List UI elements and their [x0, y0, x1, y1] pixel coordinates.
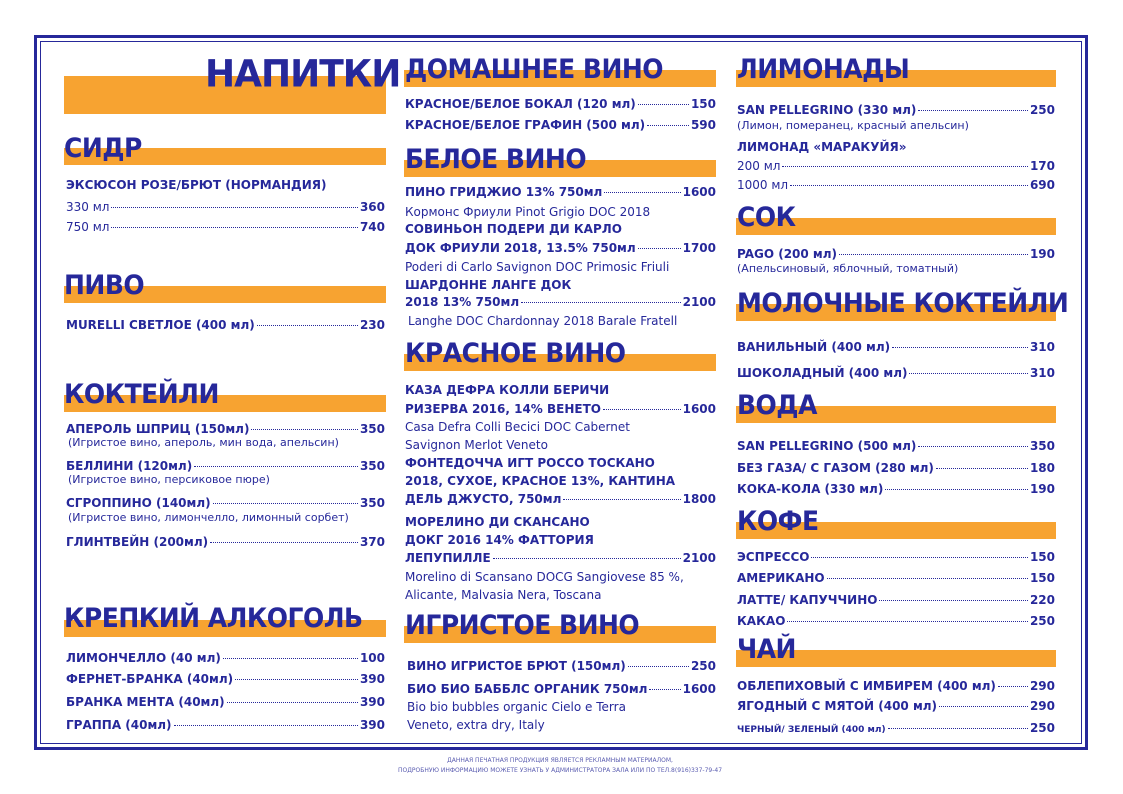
- item-name: БРАНКА МЕНТА (40мл): [66, 695, 225, 709]
- item-price: 310: [1029, 366, 1055, 380]
- menu-row: [407, 681, 716, 697]
- item-name: ЛИМОНЧЕЛЛО (40 мл): [66, 651, 221, 665]
- menu-row: [66, 694, 385, 710]
- item-name: СГРОППИНО (140мл): [66, 496, 211, 510]
- menu-row: [737, 246, 1055, 262]
- item-name: БИО БИО БАББЛС ОРГАНИК 750мл: [407, 682, 648, 696]
- item-price: 190: [1029, 247, 1055, 261]
- item-price: 310: [1029, 340, 1055, 354]
- cocktails-heading: КОКТЕЙЛИ: [64, 378, 219, 410]
- item-price: 1700: [682, 241, 716, 255]
- dot-leader: [638, 248, 681, 249]
- menu-row: [737, 481, 1055, 497]
- dot-leader: [918, 110, 1028, 111]
- item-price: 150: [1029, 550, 1055, 564]
- item-name-line: ШАРДОННЕ ЛАНГЕ ДОК: [405, 278, 572, 292]
- juice-heading: СОК: [737, 201, 796, 233]
- item-name: ДОК ФРИУЛИ 2018, 13.5% 750мл: [405, 241, 636, 255]
- item-name: SAN PELLEGRINO (330 мл): [737, 103, 917, 117]
- dot-leader: [210, 542, 358, 543]
- item-name: ФЕРНЕТ-БРАНКА (40мл): [66, 672, 234, 686]
- dot-leader: [174, 725, 358, 726]
- sparkling-heading: ИГРИСТОЕ ВИНО: [405, 609, 640, 641]
- item-name: БЕЛЛИНИ (120мл): [66, 459, 193, 473]
- menu-row: [737, 365, 1055, 381]
- item-name-line: ЛИМОНАД «МАРАКУЙЯ»: [737, 140, 907, 154]
- dot-leader: [257, 325, 358, 326]
- menu-row: [737, 339, 1055, 355]
- menu-row: [737, 570, 1055, 586]
- menu-row: [737, 592, 1055, 608]
- item-price: 1600: [682, 402, 716, 416]
- menu-row: [405, 117, 716, 133]
- item-description: Langhe DOC Chardonnay 2018 Barale Fratell: [408, 314, 678, 328]
- menu-row: [737, 613, 1055, 629]
- dot-leader: [998, 686, 1028, 687]
- item-name: ВИНО ИГРИСТОЕ БРЮТ (150мл): [407, 659, 626, 673]
- item-price: 390: [359, 718, 385, 732]
- item-description: Poderi di Carlo Savignon DOC Primosic Friuli: [405, 260, 670, 274]
- item-name-line: СОВИНЬОН ПОДЕРИ ДИ КАРЛО: [405, 222, 622, 236]
- item-description: Alicante, Malvasia Nera, Toscana: [405, 588, 602, 602]
- dot-leader: [827, 578, 1028, 579]
- item-name: ЧЕРНЫЙ/ ЗЕЛЕНЫЙ (400 мл): [737, 725, 886, 735]
- dot-leader: [563, 499, 680, 500]
- item-description: Veneto, extra dry, Italy: [407, 718, 545, 732]
- dot-leader: [885, 489, 1028, 490]
- item-name-line: КАЗА ДЕФРА КОЛЛИ БЕРИЧИ: [405, 383, 610, 397]
- white-wine-heading: БЕЛОЕ ВИНО: [405, 143, 587, 175]
- menu-row: [405, 184, 716, 200]
- item-name: 330 мл: [66, 200, 110, 214]
- page-title: НАПИТКИ: [205, 52, 401, 96]
- menu-row: [737, 460, 1055, 476]
- dot-leader: [604, 192, 680, 193]
- footer-line-2: ПОДРОБНУЮ ИНФОРМАЦИЮ МОЖЕТЕ УЗНАТЬ У АДМИНИСТРАТОРА ЗАЛА ИЛИ ПО ТЕЛ.8(916)337-79-47: [397, 767, 723, 774]
- dot-leader: [888, 728, 1028, 729]
- menu-row: [66, 219, 385, 235]
- dot-leader: [638, 104, 689, 105]
- menu-row: [737, 720, 1055, 738]
- item-price: 170: [1029, 159, 1055, 173]
- dot-leader: [213, 503, 358, 504]
- menu-row: [66, 534, 385, 550]
- item-name: ШОКОЛАДНЫЙ (400 мл): [737, 366, 908, 380]
- item-name-line: ФОНТЕДОЧЧА ИГТ РОССО ТОСКАНО: [405, 456, 655, 470]
- menu-row: [66, 199, 385, 215]
- item-description: (Апельсиновый, яблочный, томатный): [737, 262, 959, 275]
- menu-row: [66, 317, 385, 333]
- dot-leader: [493, 558, 681, 559]
- item-description: Savignon Merlot Veneto: [405, 438, 548, 452]
- dot-leader: [647, 125, 689, 126]
- dot-leader: [782, 166, 1027, 167]
- red-wine-heading: КРАСНОЕ ВИНО: [405, 337, 626, 369]
- menu-row: [737, 698, 1055, 714]
- footer-line-1: ДАННАЯ ПЕЧАТНАЯ ПРОДУКЦИЯ ЯВЛЯЕТСЯ РЕКЛАМНЫМ МАТЕРИАЛОМ,: [447, 757, 673, 764]
- dot-leader: [603, 409, 681, 410]
- dot-leader: [251, 429, 357, 430]
- milkshakes-heading: МОЛОЧНЫЕ КОКТЕЙЛИ: [737, 287, 1069, 319]
- menu-row: [66, 650, 385, 666]
- item-name: КАКАО: [737, 614, 786, 628]
- spirits-heading: КРЕПКИЙ АЛКОГОЛЬ: [64, 602, 363, 634]
- item-price: 1600: [682, 682, 716, 696]
- item-name: АМЕРИКАНО: [737, 571, 825, 585]
- menu-row: [405, 240, 716, 256]
- item-description: (Игристое вино, персиковое пюре): [68, 473, 270, 486]
- dot-leader: [628, 666, 689, 667]
- item-name: PAGO (200 мл): [737, 247, 838, 261]
- item-name: ГРАППА (40мл): [66, 718, 172, 732]
- item-price: 390: [359, 672, 385, 686]
- item-description: Bio bio bubbles organic Cielo e Terra: [407, 700, 626, 714]
- item-name: ЯГОДНЫЙ С МЯТОЙ (400 мл): [737, 699, 938, 713]
- item-name: ЛАТТЕ/ КАПУЧЧИНО: [737, 593, 878, 607]
- item-price: 250: [1029, 614, 1055, 628]
- dot-leader: [909, 373, 1027, 374]
- item-price: 350: [359, 459, 385, 473]
- dot-leader: [521, 302, 680, 303]
- dot-leader: [111, 227, 357, 228]
- menu-row: [66, 717, 385, 733]
- item-price: 290: [1029, 699, 1055, 713]
- water-heading: ВОДА: [737, 389, 817, 421]
- dot-leader: [879, 600, 1027, 601]
- item-name: КРАСНОЕ/БЕЛОЕ ГРАФИН (500 мл): [405, 118, 646, 132]
- item-price: 150: [690, 97, 716, 111]
- item-name-line: МОРЕЛИНО ДИ СКАНСАНО: [405, 515, 590, 529]
- dot-leader: [223, 658, 358, 659]
- item-price: 180: [1029, 461, 1055, 475]
- item-description: (Лимон, померанец, красный апельсин): [737, 119, 969, 132]
- menu-row: [737, 158, 1055, 174]
- item-price: 100: [359, 651, 385, 665]
- item-name: ОБЛЕПИХОВЫЙ С ИМБИРЕМ (400 мл): [737, 679, 996, 693]
- item-price: 250: [690, 659, 716, 673]
- menu-row: [405, 294, 716, 310]
- item-price: 360: [359, 200, 385, 214]
- house-wine-heading: ДОМАШНЕЕ ВИНО: [405, 53, 664, 85]
- cider-heading: СИДР: [64, 132, 142, 164]
- beer-heading: ПИВО: [64, 269, 145, 301]
- item-price: 350: [1029, 439, 1055, 453]
- menu-row: [405, 550, 716, 566]
- item-name: КОКА-КОЛА (330 мл): [737, 482, 884, 496]
- dot-leader: [936, 468, 1028, 469]
- item-price: 1600: [682, 185, 716, 199]
- menu-row: [405, 491, 716, 507]
- menu-row: [405, 401, 716, 417]
- item-name: ВАНИЛЬНЫЙ (400 мл): [737, 340, 891, 354]
- item-price: 230: [359, 318, 385, 332]
- dot-leader: [918, 446, 1028, 447]
- dot-leader: [194, 466, 358, 467]
- item-name: MURELLI СВЕТЛОЕ (400 мл): [66, 318, 255, 332]
- dot-leader: [235, 679, 358, 680]
- menu-row: [66, 495, 385, 511]
- item-name: ЛЕПУПИЛЛЕ: [405, 551, 491, 565]
- item-price: 370: [359, 535, 385, 549]
- menu-row: [737, 438, 1055, 454]
- dot-leader: [939, 706, 1028, 707]
- dot-leader: [787, 621, 1028, 622]
- item-description: Кормонс Фриули Pinot Grigio DOC 2018: [405, 205, 651, 219]
- lemonades-heading: ЛИМОНАДЫ: [737, 53, 910, 85]
- item-price: 350: [359, 496, 385, 510]
- item-name-line: ДОКГ 2016 14% ФАТТОРИЯ: [405, 533, 594, 547]
- menu-row: [737, 549, 1055, 565]
- item-price: 250: [1029, 103, 1055, 117]
- item-price: 250: [1029, 721, 1055, 735]
- item-price: 220: [1029, 593, 1055, 607]
- cider-item-name: ЭКСЮСОН РОЗЕ/БРЮТ (НОРМАНДИЯ): [66, 178, 327, 192]
- item-name: ГЛИНТВЕЙН (200мл): [66, 535, 209, 549]
- item-name: 2018 13% 750мл: [405, 295, 520, 309]
- item-name-line: 2018, СУХОЕ, КРАСНОЕ 13%, КАНТИНА: [405, 474, 676, 488]
- coffee-heading: КОФЕ: [737, 505, 819, 537]
- menu-row: [407, 658, 716, 674]
- menu-row: [405, 96, 716, 112]
- item-price: 2100: [682, 295, 716, 309]
- dot-leader: [839, 254, 1028, 255]
- item-description: (Игристое вино, лимончелло, лимонный сорбет): [68, 511, 349, 524]
- item-description: Morelino di Scansano DOCG Sangiovese 85 %,: [405, 570, 684, 584]
- item-name: КРАСНОЕ/БЕЛОЕ БОКАЛ (120 мл): [405, 97, 636, 111]
- dot-leader: [811, 557, 1027, 558]
- item-name: ПИНО ГРИДЖИО 13% 750мл: [405, 185, 603, 199]
- item-price: 690: [1029, 178, 1055, 192]
- menu-row: [66, 671, 385, 687]
- dot-leader: [892, 347, 1028, 348]
- menu-row: [737, 102, 1055, 118]
- item-name: АПЕРОЛЬ ШПРИЦ (150мл): [66, 422, 250, 436]
- item-name: РИЗЕРВА 2016, 14% ВЕНЕТО: [405, 402, 601, 416]
- item-price: 190: [1029, 482, 1055, 496]
- item-description: (Игристое вино, апероль, мин вода, апельсин): [68, 436, 339, 449]
- item-name: 1000 мл: [737, 178, 789, 192]
- item-name: ДЕЛЬ ДЖУСТО, 750мл: [405, 492, 562, 506]
- menu-row: [737, 177, 1055, 193]
- item-name: ЭСПРЕССО: [737, 550, 810, 564]
- item-name: 750 мл: [66, 220, 110, 234]
- item-price: 350: [359, 422, 385, 436]
- item-price: 740: [359, 220, 385, 234]
- item-name: БЕЗ ГАЗА/ С ГАЗОМ (280 мл): [737, 461, 934, 475]
- dot-leader: [227, 702, 358, 703]
- item-price: 290: [1029, 679, 1055, 693]
- item-price: 390: [359, 695, 385, 709]
- item-price: 590: [690, 118, 716, 132]
- item-price: 150: [1029, 571, 1055, 585]
- item-price: 1800: [682, 492, 716, 506]
- dot-leader: [111, 207, 357, 208]
- dot-leader: [649, 689, 680, 690]
- item-name: 200 мл: [737, 159, 781, 173]
- dot-leader: [790, 185, 1028, 186]
- tea-heading: ЧАЙ: [737, 633, 796, 665]
- item-description: Casa Defra Colli Becici DOC Cabernet: [405, 420, 630, 434]
- menu-row: [737, 678, 1055, 694]
- item-price: 2100: [682, 551, 716, 565]
- item-name: SAN PELLEGRINO (500 мл): [737, 439, 917, 453]
